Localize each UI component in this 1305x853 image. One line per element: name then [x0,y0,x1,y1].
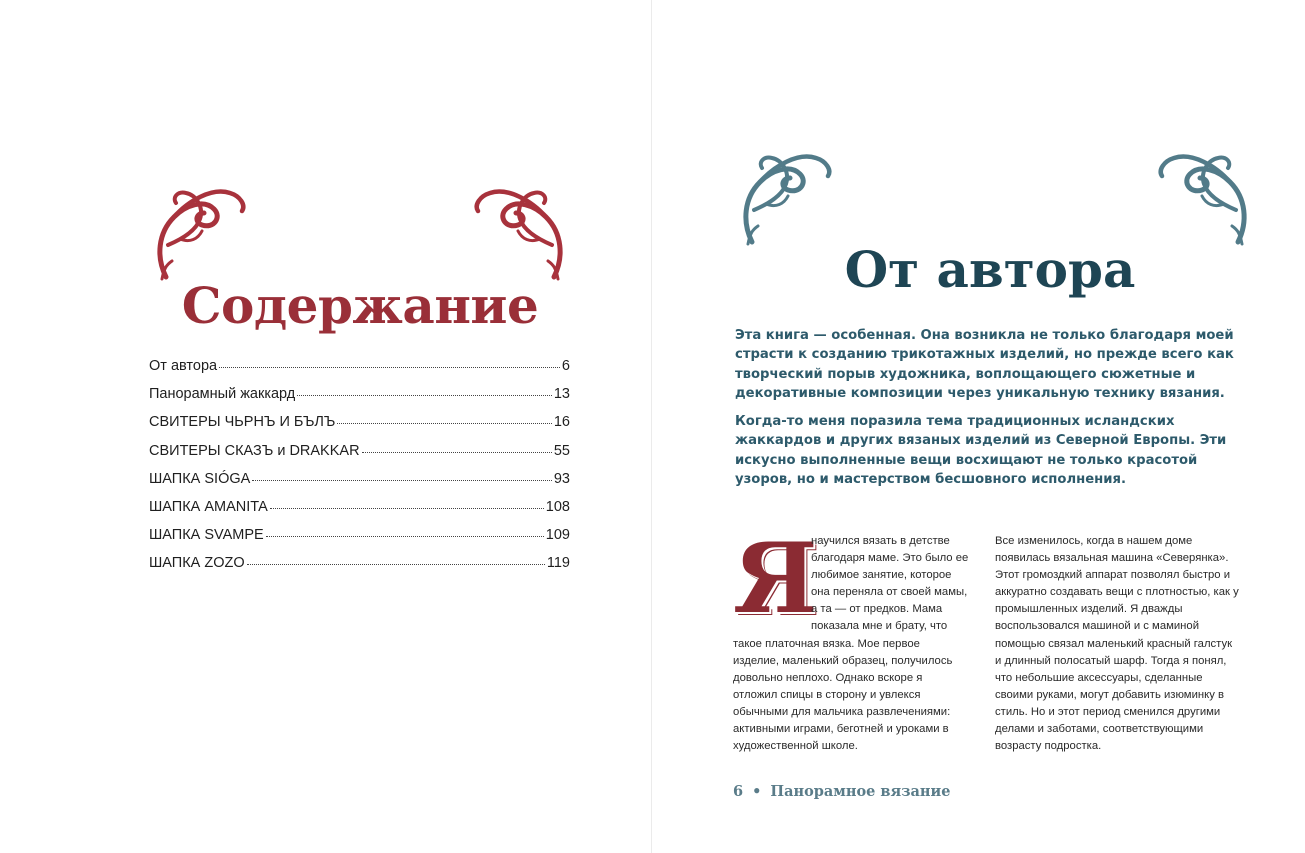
toc-leader-dots [266,536,544,537]
toc-leader-dots [337,423,551,424]
toc-leader-dots [362,452,552,453]
toc-entry[interactable] [149,358,570,386]
toc-title: Содержание [181,276,539,335]
toc-entry[interactable] [149,527,570,555]
toc-entry-page: 13 [553,386,570,403]
toc-leader-dots [270,508,544,509]
toc-entry-page: 109 [545,527,570,544]
ornament-top-left-icon [738,146,834,246]
page-number: 6 [733,783,744,800]
left-page [0,0,651,853]
page-footer [733,783,950,800]
toc-entry-page: 108 [545,498,570,515]
toc-entry-label: ШАПКА SIÓGA [149,470,251,487]
ornament-top-right-icon [1156,146,1252,246]
toc-leader-dots [247,564,545,565]
drop-cap: Я [733,522,818,635]
toc-entry-label: ШАПКА ZOZO [149,555,245,572]
toc-entry-label: СВИТЕРЫ ЧЬРНЪ И БЪЛЪ [149,414,336,431]
toc-entry-page: 55 [553,442,570,459]
body-column-2: Все изменилось, когда в нашем доме появилась вязальная машина «Северянка». Этот громоздкий аппарат позволял быстро и аккуратно создавать вещи с плотностью, как у промышленных изделий. Я дважды воспользовался машиной и с маминой помощью связал маленький красный галстук и длинный полосатый шарф. Тогда я понял, что небольшие аксессуары, сделанные своими руками, могут добавить изюминку в стиль. Но и этот период сменился другими делами и заботами, соответствующими возрасту подростка. [995,535,1239,753]
toc-entry-label: ШАПКА AMANITA [149,498,268,515]
toc-entry[interactable] [149,499,570,527]
chapter-title: От автора [844,240,1136,299]
toc-entry[interactable] [149,414,570,442]
toc-entry-page: 6 [561,358,570,374]
toc-entry-label: От автора [149,358,218,374]
toc-entry[interactable] [149,555,570,583]
toc-entry-page: 16 [553,414,570,431]
toc-entry-label: СВИТЕРЫ СКАЗЪ и DRAKKAR [149,442,360,459]
lead-paragraph: Эта книга — особенная. Она возникла не только благодаря моей страсти к созданию трикотажных изделий, но прежде всего как творческий порыв художника, воплощающего сюжетные и декоративные композиции через уникальную технику вязания. [735,328,1234,401]
column-1-text: научился вязать в детстве благодаря маме. Это было ее любимое занятие, которое она переняла от своей мамы, а та — от предков. Мама показала мне и брату, что такое платочная вязка. Мое первое изделие, маленький образец, получилось довольно неплохо. Однако вскоре я отложил спицы в сторону и увлекся обычными для мальчика развлечениями: активными играми, беготней и уроками в художественной школе. [733,535,969,753]
toc-leader-dots [219,367,560,368]
ornament-top-left-icon [152,181,248,281]
toc-entry[interactable] [149,386,570,414]
toc-leader-dots [297,395,552,396]
body-column-1 [733,522,969,755]
toc-entry-label: Панорамный жаккард [149,386,296,403]
running-title: Панорамное вязание [770,783,951,800]
toc-entry[interactable] [149,443,570,471]
lead-paragraph: Когда-то меня поразила тема традиционных исландских жаккардов и других вязаных изделий из Северной Европы. Эти искусно выполненные вещи восхищают не только красотой узоров, но и мастерством бесшовного исполнения. [735,414,1227,487]
toc-entry-label: ШАПКА SVAMPE [149,527,264,544]
ornament-top-right-icon [472,181,568,281]
toc-entry-page: 93 [553,470,570,487]
toc-leader-dots [252,480,552,481]
toc-entry-page: 119 [546,555,570,572]
footer-separator: • [752,783,762,800]
table-of-contents [149,358,570,584]
toc-entry[interactable] [149,471,570,499]
